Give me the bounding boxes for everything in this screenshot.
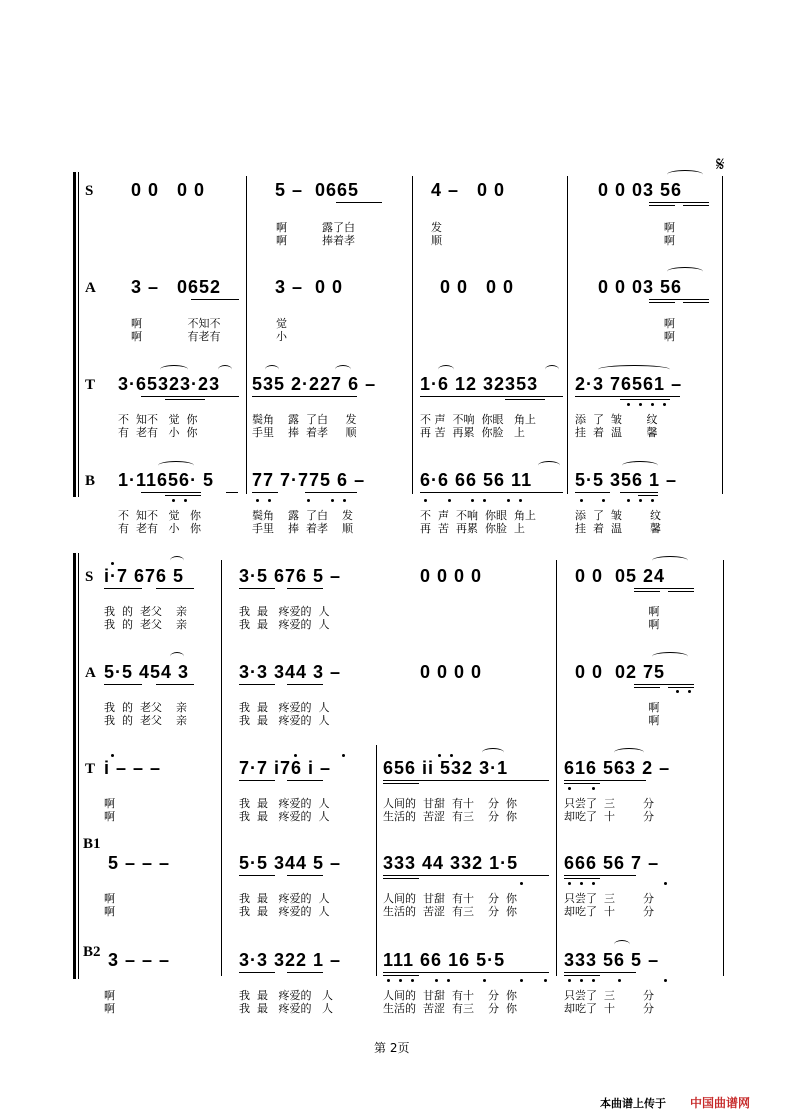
beam bbox=[575, 492, 610, 493]
slur bbox=[160, 365, 188, 374]
octave-dot bbox=[639, 403, 642, 406]
lyric-line: 添 了 皱 纹 bbox=[575, 413, 658, 426]
lyric-line: 我 最 疼爱的 人 bbox=[239, 605, 330, 618]
beam bbox=[239, 780, 275, 781]
lyric-line: 我 的 老父 亲 bbox=[104, 618, 187, 631]
lyric-line: 啊 bbox=[580, 221, 675, 234]
beam bbox=[564, 875, 636, 876]
part-label-alto: A bbox=[85, 665, 96, 681]
octave-dot bbox=[519, 499, 522, 502]
beam bbox=[420, 396, 563, 397]
lyric-line: 啊 bbox=[580, 234, 675, 247]
beam bbox=[383, 783, 419, 784]
measure: 0 0 0 0 bbox=[420, 662, 483, 682]
lyric-line: 啊 有老有 bbox=[131, 330, 221, 343]
measure: 656 ii 532 3·1 bbox=[383, 758, 509, 778]
octave-dot bbox=[448, 499, 451, 502]
octave-dot bbox=[447, 979, 450, 982]
octave-dot bbox=[520, 979, 523, 982]
beam bbox=[564, 780, 646, 781]
octave-dot bbox=[399, 979, 402, 982]
octave-dot bbox=[627, 403, 630, 406]
octave-dot bbox=[580, 499, 583, 502]
measure: 333 44 332 1·5 bbox=[383, 853, 519, 873]
beam bbox=[683, 205, 709, 206]
octave-dot bbox=[268, 499, 271, 502]
measure: 3·65323·23 bbox=[118, 374, 221, 394]
measure: 5·5 344 5 – bbox=[239, 853, 342, 873]
octave-dot bbox=[568, 979, 571, 982]
measure: 333 56 5 – bbox=[564, 950, 660, 970]
lyric-line: 啊 bbox=[575, 618, 660, 631]
lyric-line: 不 知不 觉 你 bbox=[118, 413, 198, 426]
lyric-line: 却吃了 十 分 bbox=[564, 810, 654, 823]
beam bbox=[239, 684, 275, 685]
measure: 0 0 05 24 bbox=[575, 566, 666, 586]
lyric-line: 生活的 苦涩 有三 分 你 bbox=[383, 810, 517, 823]
lyric-line: 啊 bbox=[104, 1002, 115, 1015]
beam bbox=[165, 399, 205, 400]
slur bbox=[335, 365, 351, 374]
octave-dot bbox=[602, 499, 605, 502]
beam bbox=[287, 780, 323, 781]
beam bbox=[104, 684, 142, 685]
octave-dot bbox=[172, 499, 175, 502]
slur bbox=[614, 748, 644, 757]
octave-dot bbox=[435, 979, 438, 982]
beam bbox=[252, 492, 278, 493]
beam bbox=[634, 687, 660, 688]
lyric-line: 顺 bbox=[431, 234, 442, 247]
lyric-line: 我 最 疼爱的 人 bbox=[239, 618, 330, 631]
system2-brace-thin bbox=[78, 553, 79, 979]
slur bbox=[598, 365, 670, 374]
beam bbox=[305, 492, 357, 493]
beam bbox=[634, 591, 660, 592]
octave-dot bbox=[471, 499, 474, 502]
slur bbox=[218, 365, 232, 374]
lyric-line: 只尝了 三 分 bbox=[564, 797, 654, 810]
lyric-line: 手里 捧 着孝 顺 bbox=[252, 522, 353, 535]
lyric-line: 我 的 老父 亲 bbox=[104, 701, 187, 714]
octave-dot bbox=[307, 499, 310, 502]
octave-dot bbox=[592, 882, 595, 885]
slur bbox=[438, 365, 454, 374]
system2-brace bbox=[73, 553, 76, 979]
measure: 3·3 322 1 – bbox=[239, 950, 342, 970]
octave-dot bbox=[568, 882, 571, 885]
lyric-line: 人间的 甘甜 有十 分 你 bbox=[383, 797, 517, 810]
upload-credit: 本曲谱上传于 bbox=[600, 1097, 666, 1110]
barline bbox=[376, 745, 377, 976]
measure: 666 56 7 – bbox=[564, 853, 660, 873]
beam bbox=[239, 588, 275, 589]
beam bbox=[634, 684, 694, 685]
beam bbox=[287, 684, 323, 685]
lyric-line: 啊 bbox=[104, 810, 115, 823]
part-label-tenor: T bbox=[85, 377, 96, 393]
lyric-line: 不 知不 觉 你 bbox=[118, 509, 201, 522]
octave-dot bbox=[438, 754, 441, 757]
part-label-bass1: B1 bbox=[83, 836, 101, 852]
barline bbox=[722, 176, 723, 494]
beam bbox=[564, 783, 600, 784]
lyric-line: 挂 着 温 馨 bbox=[575, 522, 661, 535]
slur bbox=[652, 652, 688, 661]
measure: i – – – bbox=[104, 758, 162, 778]
measure: 535 2·227 6 – bbox=[252, 374, 377, 394]
lyric-line: 啊 bbox=[104, 797, 115, 810]
lyric-line: 觉 bbox=[276, 317, 287, 330]
beam bbox=[383, 972, 549, 973]
measure: i·7 676 5 bbox=[104, 566, 185, 586]
beam bbox=[383, 875, 549, 876]
octave-dot bbox=[450, 754, 453, 757]
beam bbox=[649, 205, 675, 206]
measure: 5·5 454 3 bbox=[104, 662, 190, 682]
lyric-line: 再 苦 再累 你脸 上 bbox=[420, 522, 525, 535]
measure: 0 0 0 0 bbox=[440, 277, 515, 297]
octave-dot bbox=[387, 979, 390, 982]
lyric-line: 挂 着 温 馨 bbox=[575, 426, 658, 439]
lyric-line: 啊 捧着孝 bbox=[276, 234, 355, 247]
lyric-line: 我 最 疼爱的 人 bbox=[239, 701, 330, 714]
slur bbox=[482, 748, 504, 757]
part-label-soprano: S bbox=[85, 569, 94, 585]
lyric-line: 啊 bbox=[580, 330, 675, 343]
lyric-line: 我 最 疼爱的 人 bbox=[239, 989, 333, 1002]
lyric-line: 我 最 疼爱的 人 bbox=[239, 1002, 333, 1015]
beam bbox=[104, 588, 142, 589]
beam bbox=[668, 687, 694, 688]
octave-dot bbox=[294, 754, 297, 757]
octave-dot bbox=[483, 499, 486, 502]
slur bbox=[622, 461, 658, 470]
lyric-line: 啊 bbox=[575, 714, 660, 727]
measure: 616 563 2 – bbox=[564, 758, 671, 778]
beam bbox=[141, 492, 201, 493]
octave-dot bbox=[256, 499, 259, 502]
measure: 77 7·775 6 – bbox=[252, 470, 366, 490]
beam bbox=[156, 588, 194, 589]
measure: 6·6 66 56 11 bbox=[420, 470, 533, 490]
octave-dot bbox=[342, 754, 345, 757]
lyric-line: 生活的 苦涩 有三 分 你 bbox=[383, 1002, 517, 1015]
beam bbox=[191, 299, 239, 300]
beam bbox=[683, 302, 709, 303]
beam bbox=[239, 875, 275, 876]
octave-dot bbox=[568, 787, 571, 790]
beam bbox=[287, 875, 323, 876]
lyric-line: 我 的 老父 亲 bbox=[104, 605, 187, 618]
octave-dot bbox=[184, 499, 187, 502]
beam bbox=[165, 495, 201, 496]
lyric-line: 再 苦 再累 你脸 上 bbox=[420, 426, 525, 439]
part-label-tenor: T bbox=[85, 761, 96, 777]
octave-dot bbox=[688, 690, 691, 693]
octave-dot bbox=[664, 979, 667, 982]
system1-brace bbox=[73, 172, 76, 497]
lyric-line: 我 的 老父 亲 bbox=[104, 714, 187, 727]
measure: 0 0 0 0 bbox=[420, 566, 483, 586]
beam bbox=[564, 972, 636, 973]
beam bbox=[668, 591, 694, 592]
measure: 3 – 0652 bbox=[131, 277, 222, 297]
lyric-line: 鬓角 露 了白 发 bbox=[252, 509, 353, 522]
barline bbox=[246, 176, 247, 494]
measure: 1·11656· 5 bbox=[118, 470, 215, 490]
beam bbox=[564, 975, 600, 976]
beam bbox=[383, 975, 419, 976]
lyric-line: 啊 bbox=[104, 989, 115, 1002]
lyric-line: 啊 不知不 bbox=[131, 317, 221, 330]
lyric-line: 发 bbox=[431, 221, 442, 234]
beam bbox=[505, 399, 545, 400]
octave-dot bbox=[592, 979, 595, 982]
slur bbox=[538, 461, 560, 470]
beam bbox=[226, 492, 238, 493]
barline bbox=[723, 560, 724, 976]
lyric-line: 我 最 疼爱的 人 bbox=[239, 714, 330, 727]
lyric-line: 却吃了 十 分 bbox=[564, 905, 654, 918]
beam bbox=[620, 399, 670, 400]
beam bbox=[649, 299, 709, 300]
lyric-line: 鬓角 露 了白 发 bbox=[252, 413, 357, 426]
octave-dot bbox=[639, 499, 642, 502]
lyric-line: 啊 bbox=[104, 905, 115, 918]
measure: 4 – 0 0 bbox=[431, 180, 506, 200]
measure: 0 0 03 56 bbox=[598, 180, 683, 200]
octave-dot bbox=[651, 403, 654, 406]
beam bbox=[287, 588, 323, 589]
measure: 5 – 0665 bbox=[275, 180, 360, 200]
measure: 111 66 16 5·5 bbox=[383, 950, 506, 970]
lyric-line: 手里 捧 着孝 顺 bbox=[252, 426, 357, 439]
measure: 1·6 12 32353 bbox=[420, 374, 539, 394]
lyric-line: 啊 bbox=[580, 317, 675, 330]
octave-dot bbox=[580, 882, 583, 885]
lyric-line: 啊 bbox=[575, 701, 660, 714]
slur bbox=[614, 940, 630, 949]
slur bbox=[170, 556, 184, 565]
lyric-line: 人间的 甘甜 有十 分 你 bbox=[383, 892, 517, 905]
slur bbox=[158, 461, 194, 470]
lyric-line: 我 最 疼爱的 人 bbox=[239, 892, 330, 905]
lyric-line: 啊 bbox=[575, 605, 660, 618]
beam bbox=[649, 302, 675, 303]
lyric-line: 却吃了 十 分 bbox=[564, 1002, 654, 1015]
octave-dot bbox=[507, 499, 510, 502]
part-label-alto: A bbox=[85, 280, 96, 296]
octave-dot bbox=[111, 562, 114, 565]
octave-dot bbox=[651, 499, 654, 502]
measure: 0 0 03 56 bbox=[598, 277, 683, 297]
lyric-line: 生活的 苦涩 有三 分 你 bbox=[383, 905, 517, 918]
octave-dot bbox=[663, 403, 666, 406]
lyric-line: 有 老有 小 你 bbox=[118, 522, 201, 535]
beam bbox=[383, 780, 549, 781]
beam bbox=[564, 878, 600, 879]
measure: 3 – 0 0 bbox=[275, 277, 344, 297]
part-label-soprano: S bbox=[85, 183, 94, 199]
octave-dot bbox=[676, 690, 679, 693]
slur bbox=[170, 652, 184, 661]
lyric-line: 添 了 皱 纹 bbox=[575, 509, 661, 522]
measure: 3·3 344 3 – bbox=[239, 662, 342, 682]
measure: 0 0 02 75 bbox=[575, 662, 666, 682]
slur bbox=[265, 365, 279, 374]
part-label-bass: B bbox=[85, 473, 96, 489]
octave-dot bbox=[592, 787, 595, 790]
slur bbox=[545, 365, 559, 374]
beam bbox=[383, 878, 419, 879]
page-number: 第 2页 bbox=[374, 1041, 410, 1055]
octave-dot bbox=[331, 499, 334, 502]
barline bbox=[556, 560, 557, 976]
beam bbox=[336, 202, 382, 203]
octave-dot bbox=[580, 979, 583, 982]
beam bbox=[620, 492, 658, 493]
lyric-line: 啊 露了白 bbox=[276, 221, 355, 234]
lyric-line: 我 最 疼爱的 人 bbox=[239, 797, 330, 810]
lyric-line: 只尝了 三 分 bbox=[564, 892, 654, 905]
barline bbox=[412, 176, 413, 494]
lyric-line: 我 最 疼爱的 人 bbox=[239, 905, 330, 918]
lyric-line: 小 bbox=[276, 330, 287, 343]
lyric-line: 啊 bbox=[104, 892, 115, 905]
lyric-line: 只尝了 三 分 bbox=[564, 989, 654, 1002]
octave-dot bbox=[544, 979, 547, 982]
barline bbox=[221, 560, 222, 976]
lyric-line: 不 声 不响 你眼 角上 bbox=[420, 509, 536, 522]
beam bbox=[638, 495, 658, 496]
system1-brace-thin bbox=[78, 172, 79, 497]
measure: 2·3 76561 – bbox=[575, 374, 683, 394]
beam bbox=[239, 972, 275, 973]
octave-dot bbox=[111, 754, 114, 757]
measure: 5 – – – bbox=[108, 853, 171, 873]
measure: 3 – – – bbox=[108, 950, 171, 970]
segno-icon: 𝄋 bbox=[716, 152, 725, 176]
site-logo: 中国曲谱网 bbox=[690, 1096, 751, 1110]
slur bbox=[667, 170, 703, 179]
measure: 3·5 676 5 – bbox=[239, 566, 342, 586]
lyric-line: 人间的 甘甜 有十 分 你 bbox=[383, 989, 517, 1002]
octave-dot bbox=[627, 499, 630, 502]
beam bbox=[156, 684, 194, 685]
octave-dot bbox=[343, 499, 346, 502]
octave-dot bbox=[424, 499, 427, 502]
beam bbox=[287, 972, 323, 973]
barline bbox=[567, 176, 568, 494]
beam bbox=[420, 492, 563, 493]
lyric-line: 有 老有 小 你 bbox=[118, 426, 198, 439]
measure: 7·7 i76 i – bbox=[239, 758, 332, 778]
octave-dot bbox=[618, 979, 621, 982]
beam bbox=[575, 396, 680, 397]
lyric-line: 不 声 不响 你眼 角上 bbox=[420, 413, 536, 426]
measure: 0 0 0 0 bbox=[131, 180, 206, 200]
part-label-bass2: B2 bbox=[83, 944, 101, 960]
octave-dot bbox=[411, 979, 414, 982]
beam bbox=[252, 396, 357, 397]
octave-dot bbox=[520, 882, 523, 885]
beam bbox=[649, 202, 709, 203]
lyric-line: 我 最 疼爱的 人 bbox=[239, 810, 330, 823]
octave-dot bbox=[483, 979, 486, 982]
octave-dot bbox=[664, 882, 667, 885]
beam bbox=[141, 396, 239, 397]
measure: 5·5 356 1 – bbox=[575, 470, 678, 490]
slur bbox=[667, 267, 703, 276]
beam bbox=[634, 588, 694, 589]
slur bbox=[652, 556, 688, 565]
